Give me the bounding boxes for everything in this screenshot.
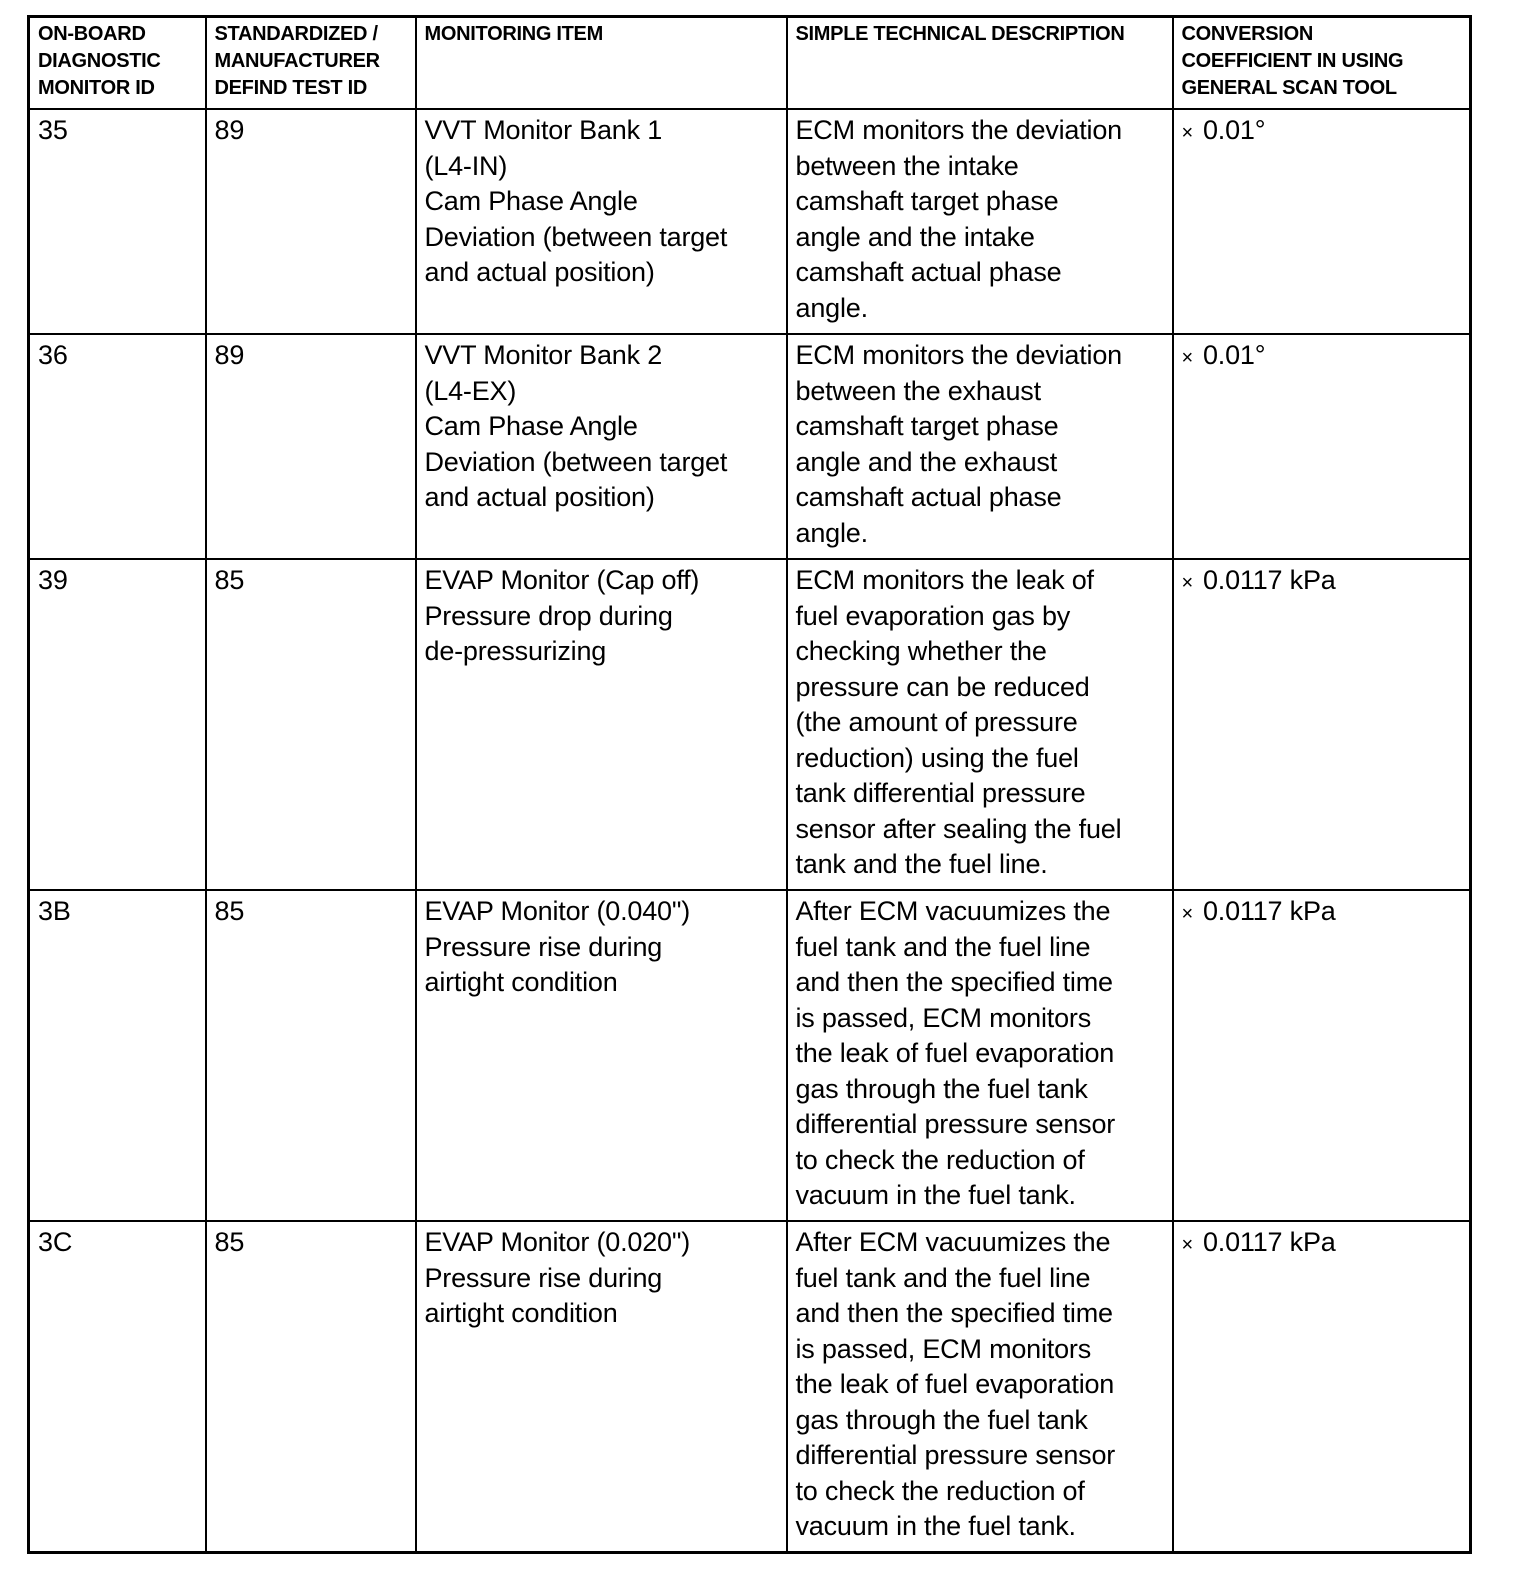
item-line: Cam Phase Angle [424, 411, 638, 441]
cell-conversion-coefficient [1173, 559, 1471, 890]
cell-description [787, 109, 1173, 334]
desc-line: camshaft actual phase [795, 257, 1062, 287]
header-text: DIAGNOSTIC [38, 50, 161, 72]
desc-line: vacuum in the fuel tank. [795, 1180, 1076, 1210]
header-text: CONVERSION [1181, 23, 1313, 45]
desc-line: fuel tank and the fuel line [795, 1262, 1091, 1293]
desc-line: angle and the intake [795, 221, 1035, 252]
cell-monitoring-item [416, 559, 787, 890]
desc-line: camshaft target phase [795, 411, 1059, 441]
desc-line: angle. [795, 517, 868, 548]
item-line: EVAP Monitor (Cap off) [424, 565, 700, 595]
header-text: ON-BOARD [38, 23, 146, 45]
table-row [29, 890, 1471, 1221]
header-row [29, 17, 1471, 110]
cell-monitoring-item [416, 334, 787, 559]
item-line: EVAP Monitor (0.020") [424, 1227, 691, 1257]
coef-value: 0.0117 kPa [1202, 565, 1336, 595]
item-line: and actual position) [424, 482, 655, 512]
multiply-icon: × [1181, 903, 1193, 925]
desc-line: the leak of fuel evaporation [795, 1369, 1115, 1399]
desc-line: and then the specified time [795, 1298, 1113, 1328]
desc-line: gas through the fuel tank [795, 1073, 1088, 1104]
desc-line: between the exhaust [795, 375, 1041, 406]
table-row [29, 1221, 1471, 1553]
coef-value: 0.0117 kPa [1202, 896, 1336, 926]
cell-monitor-id: 36 [29, 334, 206, 559]
header-conversion-coefficient [1173, 17, 1471, 110]
cell-test-id: 85 [206, 559, 416, 890]
desc-line: sensor after sealing the fuel [795, 813, 1122, 844]
item-line: (L4-EX) [424, 375, 517, 406]
cell-description [787, 334, 1173, 559]
cell-test-id: 85 [206, 890, 416, 1221]
item-line: airtight condition [424, 1298, 618, 1328]
item-line: Pressure rise during [424, 1262, 663, 1293]
header-text: SIMPLE TECHNICAL DESCRIPTION [795, 23, 1125, 45]
cell-test-id: 89 [206, 109, 416, 334]
desc-line: vacuum in the fuel tank. [795, 1511, 1076, 1541]
item-line: Pressure drop during [424, 600, 673, 631]
desc-line: between the intake [795, 150, 1019, 181]
header-text: GENERAL SCAN TOOL [1181, 77, 1397, 99]
cell-monitoring-item [416, 1221, 787, 1553]
desc-line: checking whether the [795, 636, 1047, 666]
cell-monitoring-item [416, 109, 787, 334]
cell-test-id: 85 [206, 1221, 416, 1553]
desc-line: fuel evaporation gas by [795, 600, 1071, 631]
multiply-icon: × [1181, 572, 1193, 594]
header-monitoring-item [416, 17, 787, 110]
header-description [787, 17, 1173, 110]
cell-conversion-coefficient [1173, 334, 1471, 559]
multiply-icon: × [1181, 1234, 1193, 1256]
header-text: MANUFACTURER [214, 50, 380, 72]
desc-line: ECM monitors the leak of [795, 565, 1094, 595]
desc-line: is passed, ECM monitors [795, 1333, 1091, 1364]
cell-conversion-coefficient [1173, 1221, 1471, 1553]
header-text: MONITOR ID [38, 77, 155, 99]
item-line: Pressure rise during [424, 931, 663, 962]
item-line: (L4-IN) [424, 150, 508, 181]
coef-value: 0.01° [1202, 115, 1266, 145]
desc-line: ECM monitors the deviation [795, 115, 1122, 145]
cell-monitoring-item [416, 890, 787, 1221]
monitor-spec-table [27, 15, 1472, 1554]
desc-line: camshaft target phase [795, 186, 1059, 216]
item-line: and actual position) [424, 257, 655, 287]
cell-monitor-id: 35 [29, 109, 206, 334]
desc-line: to check the reduction of [795, 1144, 1085, 1175]
desc-line: ECM monitors the deviation [795, 340, 1122, 370]
desc-line: camshaft actual phase [795, 482, 1062, 512]
desc-line: fuel tank and the fuel line [795, 931, 1091, 962]
cell-description [787, 559, 1173, 890]
desc-line: to check the reduction of [795, 1475, 1085, 1506]
desc-line: tank and the fuel line. [795, 849, 1048, 879]
item-line: Deviation (between target [424, 446, 728, 477]
cell-description [787, 1221, 1173, 1553]
desc-line: gas through the fuel tank [795, 1404, 1088, 1435]
coef-value: 0.0117 kPa [1202, 1227, 1336, 1257]
header-text: STANDARDIZED / [214, 23, 378, 45]
item-line: VVT Monitor Bank 2 [424, 340, 663, 370]
header-monitor-id [29, 17, 206, 110]
multiply-icon: × [1181, 122, 1193, 144]
desc-line: and then the specified time [795, 967, 1113, 997]
header-text: MONITORING ITEM [424, 23, 603, 45]
cell-test-id: 89 [206, 334, 416, 559]
desc-line: (the amount of pressure [795, 707, 1078, 737]
cell-description [787, 890, 1173, 1221]
desc-line: After ECM vacuumizes the [795, 1227, 1111, 1257]
desc-line: angle. [795, 292, 868, 323]
desc-line: pressure can be reduced [795, 671, 1090, 702]
cell-monitor-id: 39 [29, 559, 206, 890]
desc-line: the leak of fuel evaporation [795, 1038, 1115, 1068]
cell-monitor-id: 3B [29, 890, 206, 1221]
desc-line: differential pressure sensor [795, 1440, 1116, 1470]
cell-conversion-coefficient [1173, 890, 1471, 1221]
header-text: DEFIND TEST ID [214, 77, 367, 99]
item-line: airtight condition [424, 967, 618, 997]
desc-line: reduction) using the fuel [795, 742, 1079, 773]
header-text: COEFFICIENT IN USING [1181, 50, 1404, 72]
desc-line: differential pressure sensor [795, 1109, 1116, 1139]
cell-conversion-coefficient [1173, 109, 1471, 334]
item-line: Deviation (between target [424, 221, 728, 252]
item-line: Cam Phase Angle [424, 186, 638, 216]
desc-line: angle and the exhaust [795, 446, 1058, 477]
item-line: de-pressurizing [424, 636, 607, 666]
coef-value: 0.01° [1202, 340, 1266, 370]
desc-line: tank differential pressure [795, 778, 1086, 808]
table-row [29, 559, 1471, 890]
table-row [29, 334, 1471, 559]
multiply-icon: × [1181, 347, 1193, 369]
item-line: EVAP Monitor (0.040") [424, 896, 691, 926]
header-test-id [206, 17, 416, 110]
desc-line: After ECM vacuumizes the [795, 896, 1111, 926]
table-row [29, 109, 1471, 334]
item-line: VVT Monitor Bank 1 [424, 115, 663, 145]
desc-line: is passed, ECM monitors [795, 1002, 1091, 1033]
cell-monitor-id: 3C [29, 1221, 206, 1553]
